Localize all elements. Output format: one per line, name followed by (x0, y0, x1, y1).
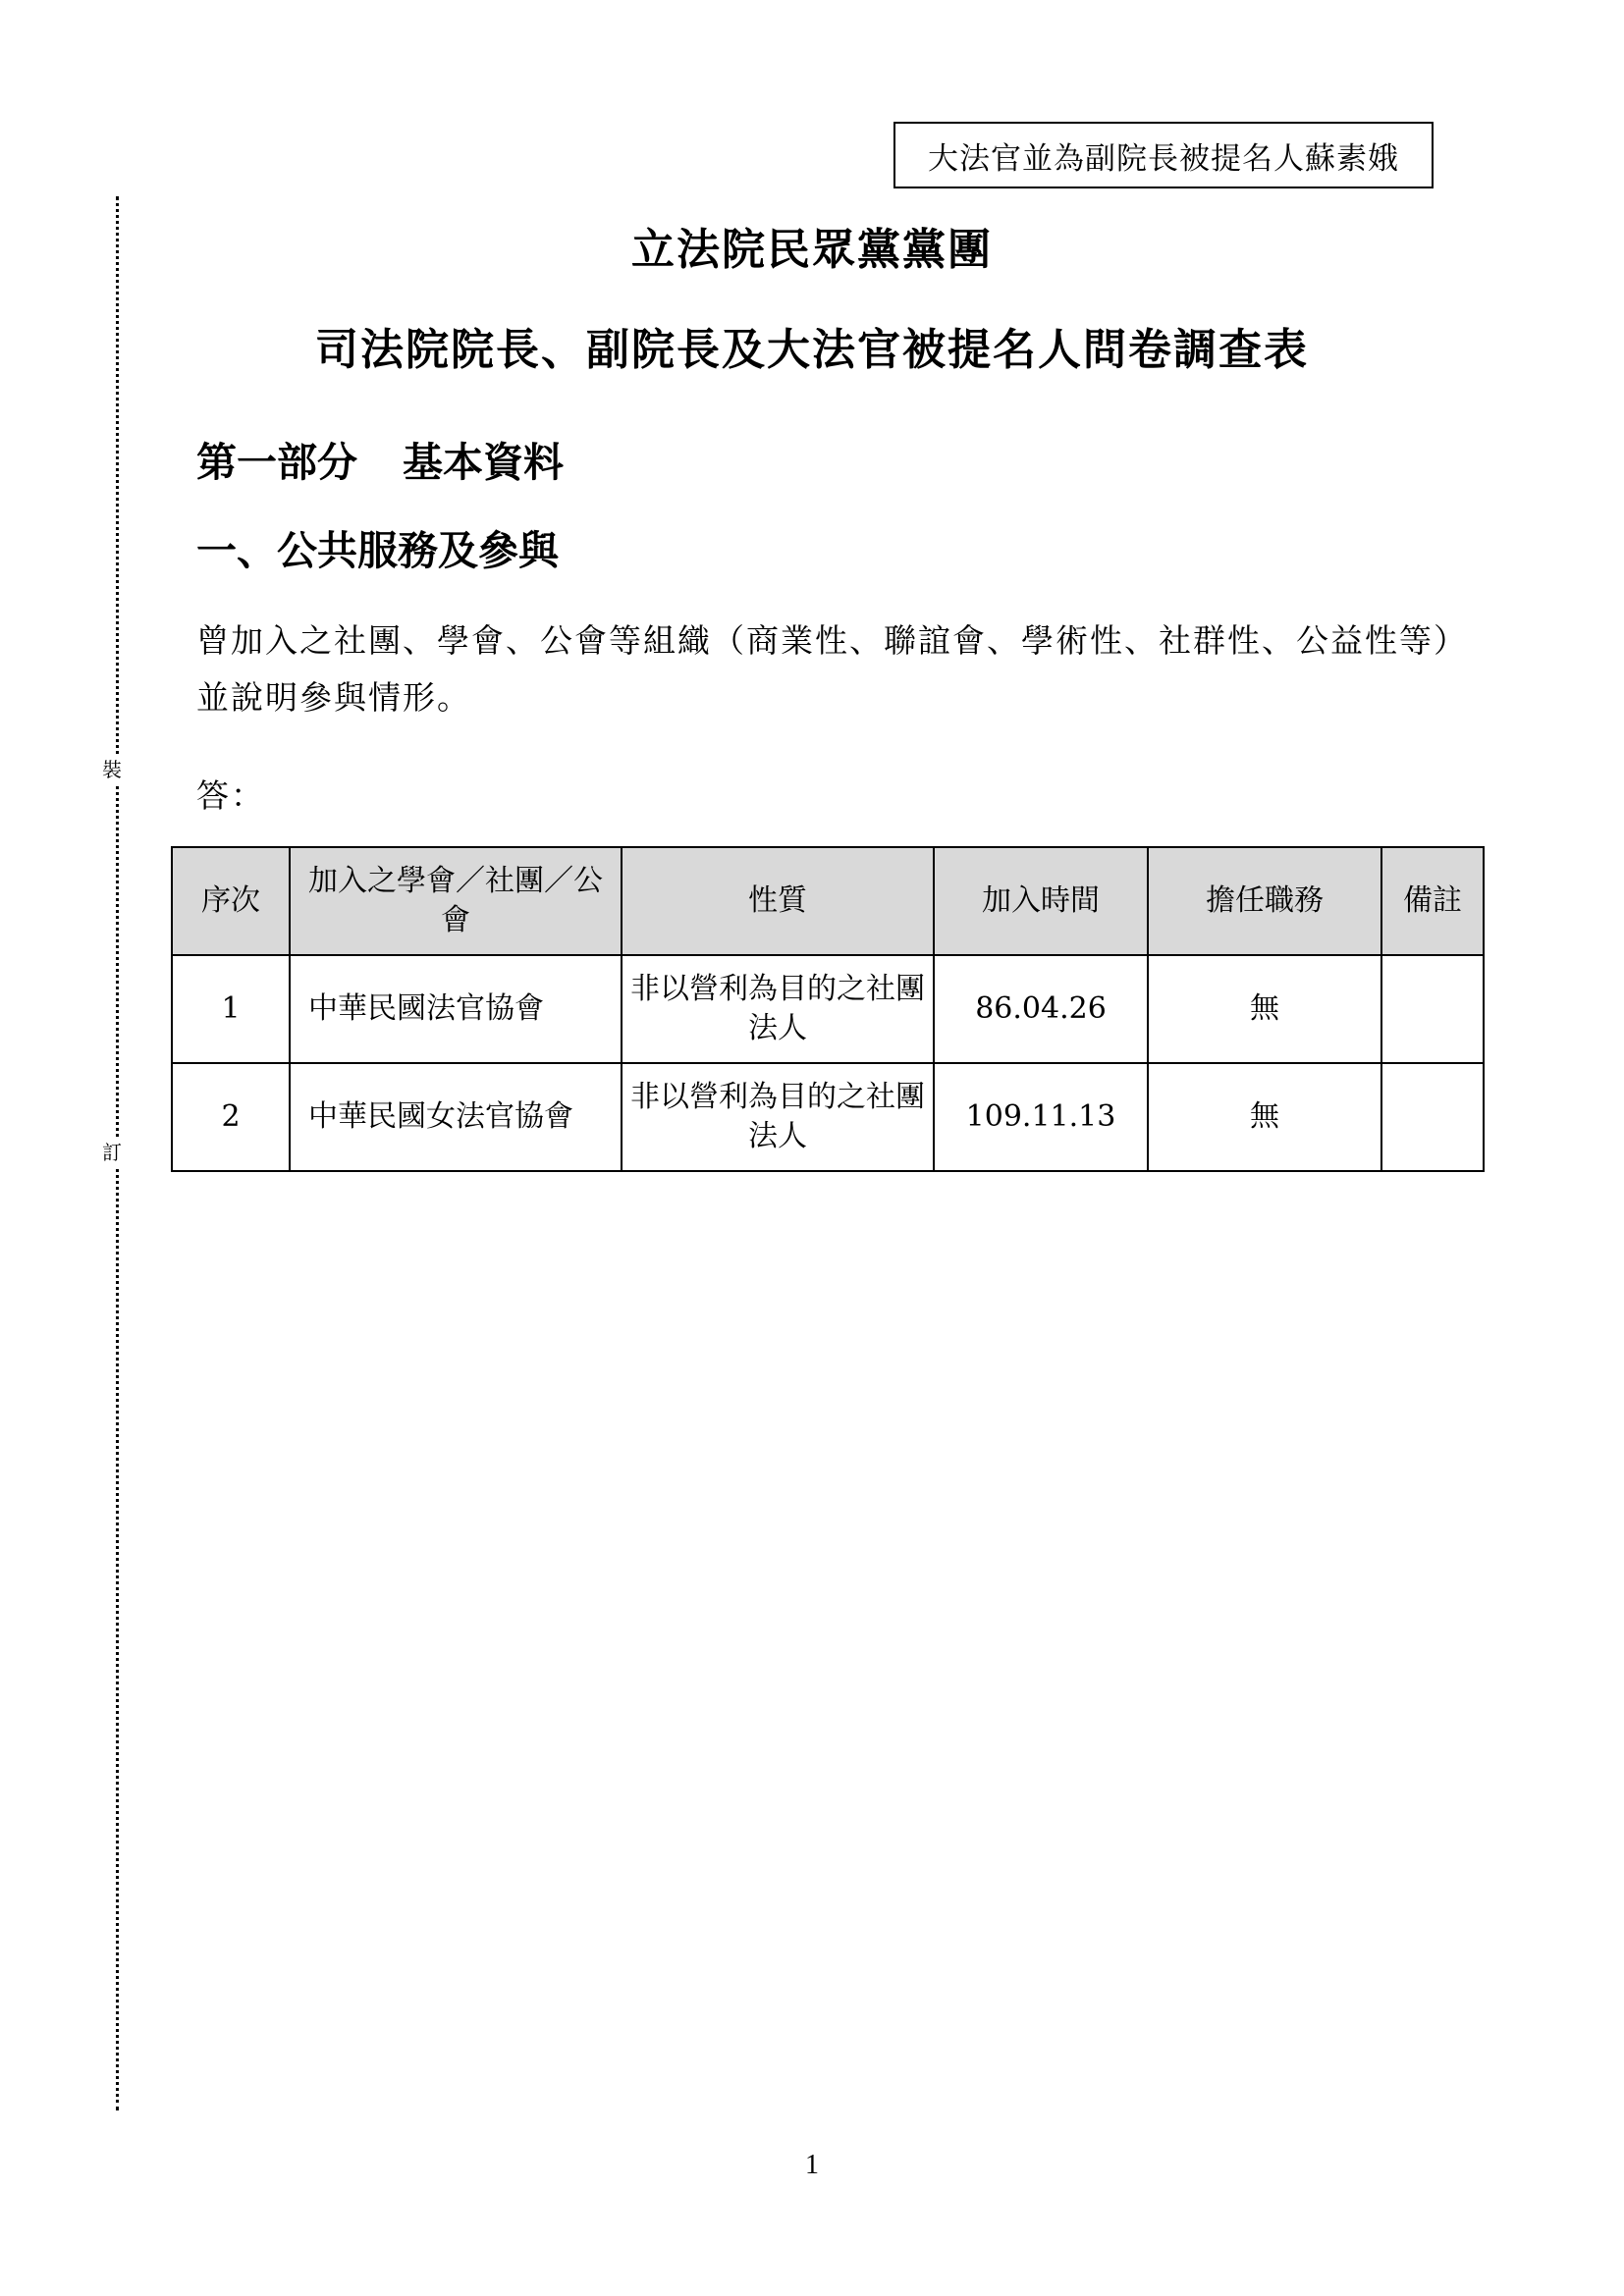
cell-note (1381, 1063, 1484, 1171)
part-title: 基本資料 (403, 439, 564, 486)
header-nature: 性質 (622, 847, 934, 955)
nominee-label-box (893, 122, 1434, 188)
section-heading: 一、公共服務及參與 (196, 527, 559, 574)
table-row (172, 1063, 1484, 1171)
cell-sequence: 2 (172, 1063, 290, 1171)
cell-role: 無 (1148, 1063, 1381, 1171)
cell-join-date: 109.11.13 (934, 1063, 1148, 1171)
page-number: 1 (805, 2150, 819, 2180)
document-title-caucus: 立法院民眾黨黨團 (631, 225, 993, 275)
part-heading (196, 430, 564, 488)
binding-mark-ding: 訂 (102, 1141, 122, 1164)
header-join-date: 加入時間 (934, 847, 1148, 955)
document-title-survey: 司法院院長、副院長及大法官被提名人問卷調查表 (315, 325, 1309, 375)
cell-nature: 非以營利為目的之社團法人 (622, 955, 934, 1063)
question-text: 曾加入之社團、學會、公會等組織（商業性、聯誼會、學術性、社群性、公益性等）並說明參與情形。 (196, 621, 1468, 717)
header-note: 備註 (1381, 847, 1484, 955)
cell-role: 無 (1148, 955, 1381, 1063)
cell-organization: 中華民國法官協會 (290, 955, 622, 1063)
cell-sequence: 1 (172, 955, 290, 1063)
header-organization: 加入之學會／社團／公會 (290, 847, 622, 955)
nominee-label: 大法官並為副院長被提名人蘇素娥 (928, 140, 1399, 177)
answer-label: 答： (196, 776, 265, 815)
header-sequence: 序次 (172, 847, 290, 955)
part-number: 第一部分 (196, 439, 357, 486)
cell-organization: 中華民國女法官協會 (290, 1063, 622, 1171)
organizations-table (171, 846, 1485, 1172)
table-header-row (172, 847, 1484, 955)
cell-join-date: 86.04.26 (934, 955, 1148, 1063)
table-row (172, 955, 1484, 1063)
cell-nature: 非以營利為目的之社團法人 (622, 1063, 934, 1171)
binding-mark-zhuang: 裝 (102, 758, 122, 781)
cell-note (1381, 955, 1484, 1063)
header-role: 擔任職務 (1148, 847, 1381, 955)
